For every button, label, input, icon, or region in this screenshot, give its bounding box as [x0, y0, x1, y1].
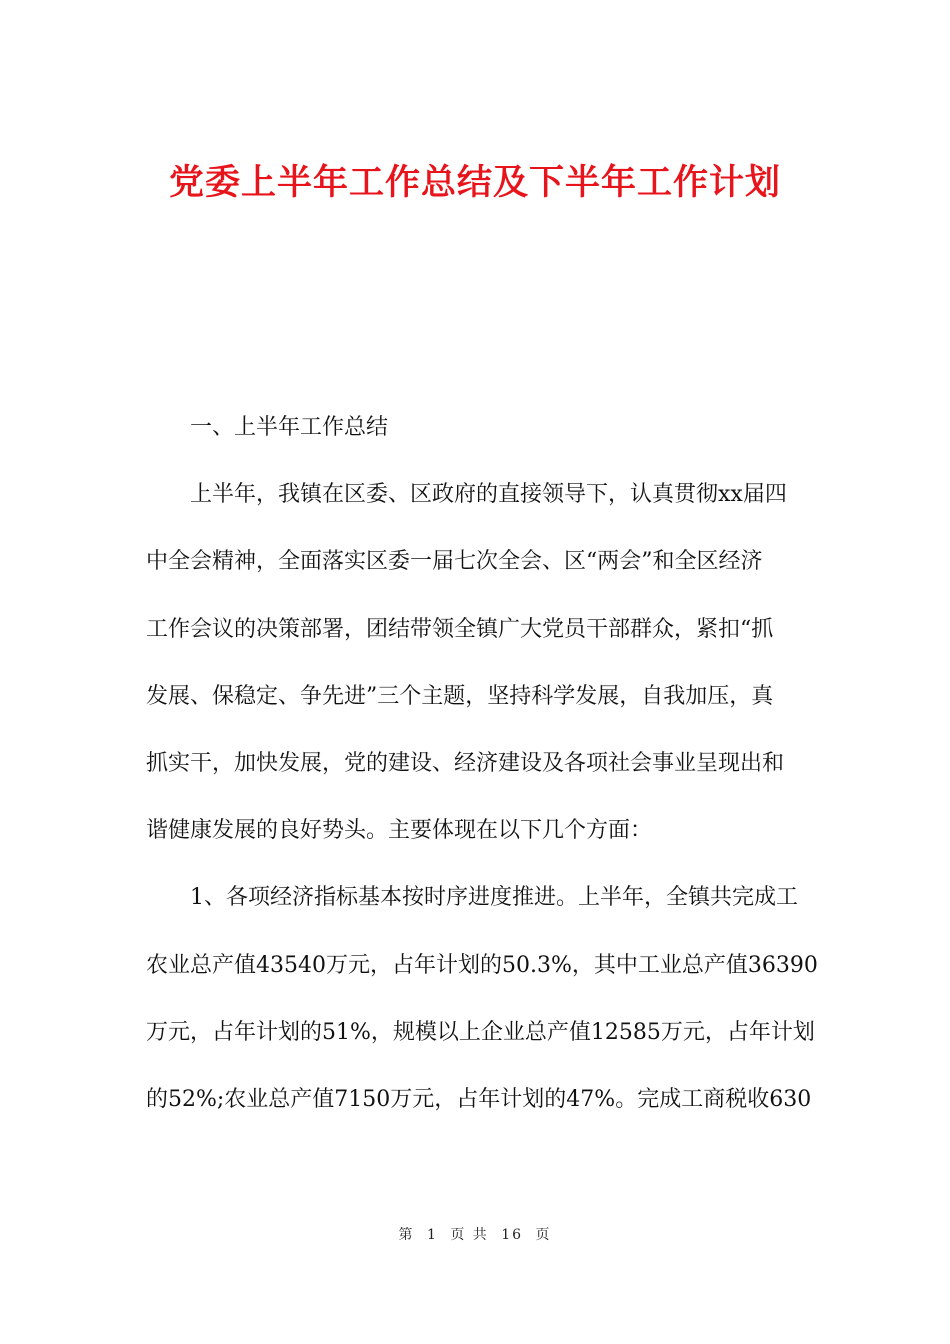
paragraph-line: 抓实干，加快发展，党的建设、经济建设及各项社会事业呈现出和: [146, 750, 785, 776]
section-heading: 一、上半年工作总结: [190, 415, 389, 440]
footer-current-page: 1: [426, 1227, 438, 1243]
paragraph-line: 上半年，我镇在区委、区政府的直接领导下，认真贯彻xx届四: [190, 482, 787, 508]
paragraph-line: 工作会议的决策部署，团结带领全镇广大党员干部群众，紧扣“抓: [146, 616, 774, 642]
paragraph-line: 万元，占年计划的51%，规模以上企业总产值12585万元，占年计划: [146, 1019, 815, 1045]
paragraph-line: 发展、保稳定、争先进”三个主题，坚持科学发展，自我加压，真: [146, 683, 774, 709]
footer-mid: 页 共: [450, 1227, 489, 1243]
paragraph-line: 的52%;农业总产值7150万元，占年计划的47%。完成工商税收630: [146, 1086, 812, 1112]
paragraph-line: 1、各项经济指标基本按时序进度推进。上半年，全镇共完成工: [190, 885, 798, 911]
footer-prefix: 第: [398, 1227, 415, 1243]
paragraph-line: 农业总产值43540万元，占年计划的50.3%，其中工业总产值36390: [146, 952, 818, 978]
paragraph-line: 谐健康发展的良好势头。主要体现在以下几个方面：: [146, 818, 653, 844]
footer-suffix: 页: [535, 1227, 552, 1243]
paragraph-line: 中全会精神，全面落实区委一届七次全会、区“两会”和全区经济: [146, 549, 763, 575]
paragraph-summary: [146, 461, 806, 864]
document-title: 党委上半年工作总结及下半年工作计划: [168, 163, 781, 203]
footer-total-pages: 16: [501, 1227, 524, 1243]
document-body: [146, 394, 818, 1133]
page-footer: [0, 1224, 950, 1244]
paragraph-economic-indicators: [146, 864, 818, 1133]
